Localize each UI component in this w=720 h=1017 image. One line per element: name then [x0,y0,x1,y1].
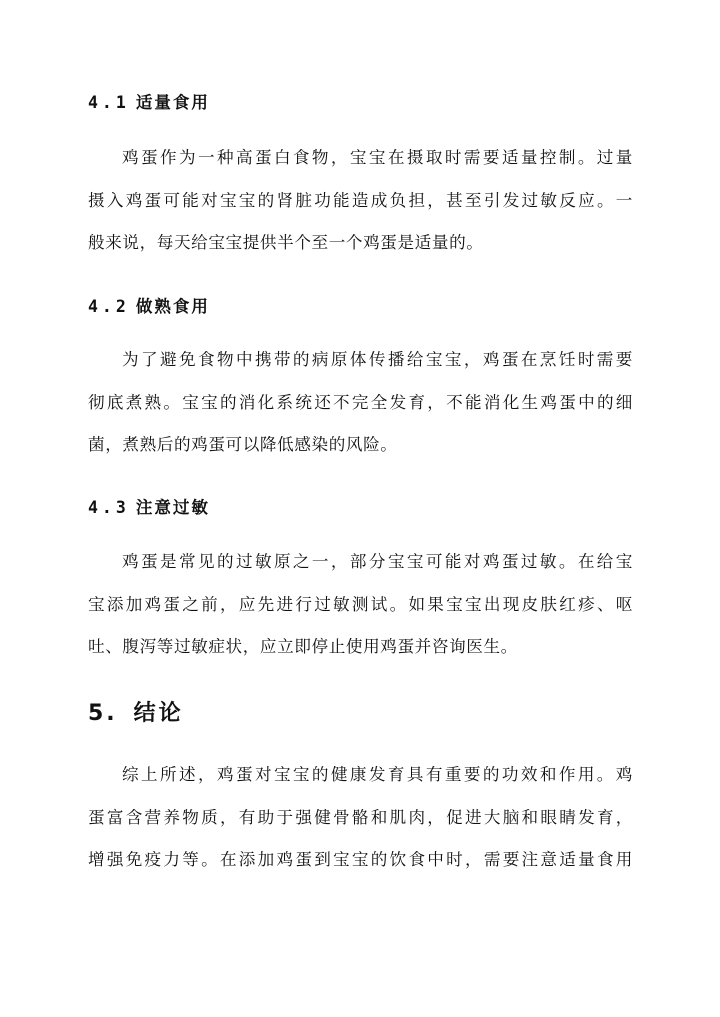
paragraph-line: 鸡蛋是常见的过敏原之一，部分宝宝可能对鸡蛋过敏。在给宝 [122,552,633,571]
section-title: 适量食用 [135,93,210,112]
conclusion-paragraph [88,754,633,882]
paragraph-line: 增强免疫力等。在添加鸡蛋到宝宝的饮食中时，需要注意适量食用 [88,850,633,869]
section-number: 4.2 [88,297,130,316]
section-paragraph-4-2 [88,339,633,467]
paragraph-line: 吐、腹泻等过敏症状，应立即停止使用鸡蛋并咨询医生。 [88,637,518,656]
paragraph-line: 鸡蛋作为一种高蛋白食物，宝宝在摄取时需要适量控制。过量 [122,148,633,167]
paragraph-line: 综上所述，鸡蛋对宝宝的健康发育具有重要的功效和作用。鸡 [122,765,633,784]
section-paragraph-4-1 [88,137,633,265]
section-heading-4-1 [88,89,210,113]
section-title: 结论 [133,701,184,726]
paragraph-line: 般来说，每天给宝宝提供半个至一个鸡蛋是适量的。 [88,233,484,252]
section-number: 4.1 [88,93,130,112]
section-number: 5. [88,701,118,726]
conclusion-heading [88,696,184,727]
section-title: 做熟食用 [135,297,210,316]
paragraph-line: 摄入鸡蛋可能对宝宝的肾脏功能造成负担，甚至引发过敏反应。一 [88,190,633,210]
section-number: 4.3 [88,498,130,517]
paragraph-line: 宝添加鸡蛋之前，应先进行过敏测试。如果宝宝出现皮肤红疹、呕 [88,594,633,614]
section-heading-4-2 [88,293,210,317]
paragraph-line: 为了避免食物中携带的病原体传播给宝宝，鸡蛋在烹饪时需要 [122,350,633,369]
paragraph-line: 蛋富含营养物质，有助于强健骨骼和肌肉，促进大脑和眼睛发育， [88,807,633,827]
section-paragraph-4-3 [88,541,633,669]
paragraph-line: 菌，煮熟后的鸡蛋可以降低感染的风险。 [88,435,398,454]
paragraph-line: 彻底煮熟。宝宝的消化系统还不完全发育，不能消化生鸡蛋中的细 [88,392,633,412]
section-heading-4-3 [88,494,210,518]
section-title: 注意过敏 [135,498,210,517]
